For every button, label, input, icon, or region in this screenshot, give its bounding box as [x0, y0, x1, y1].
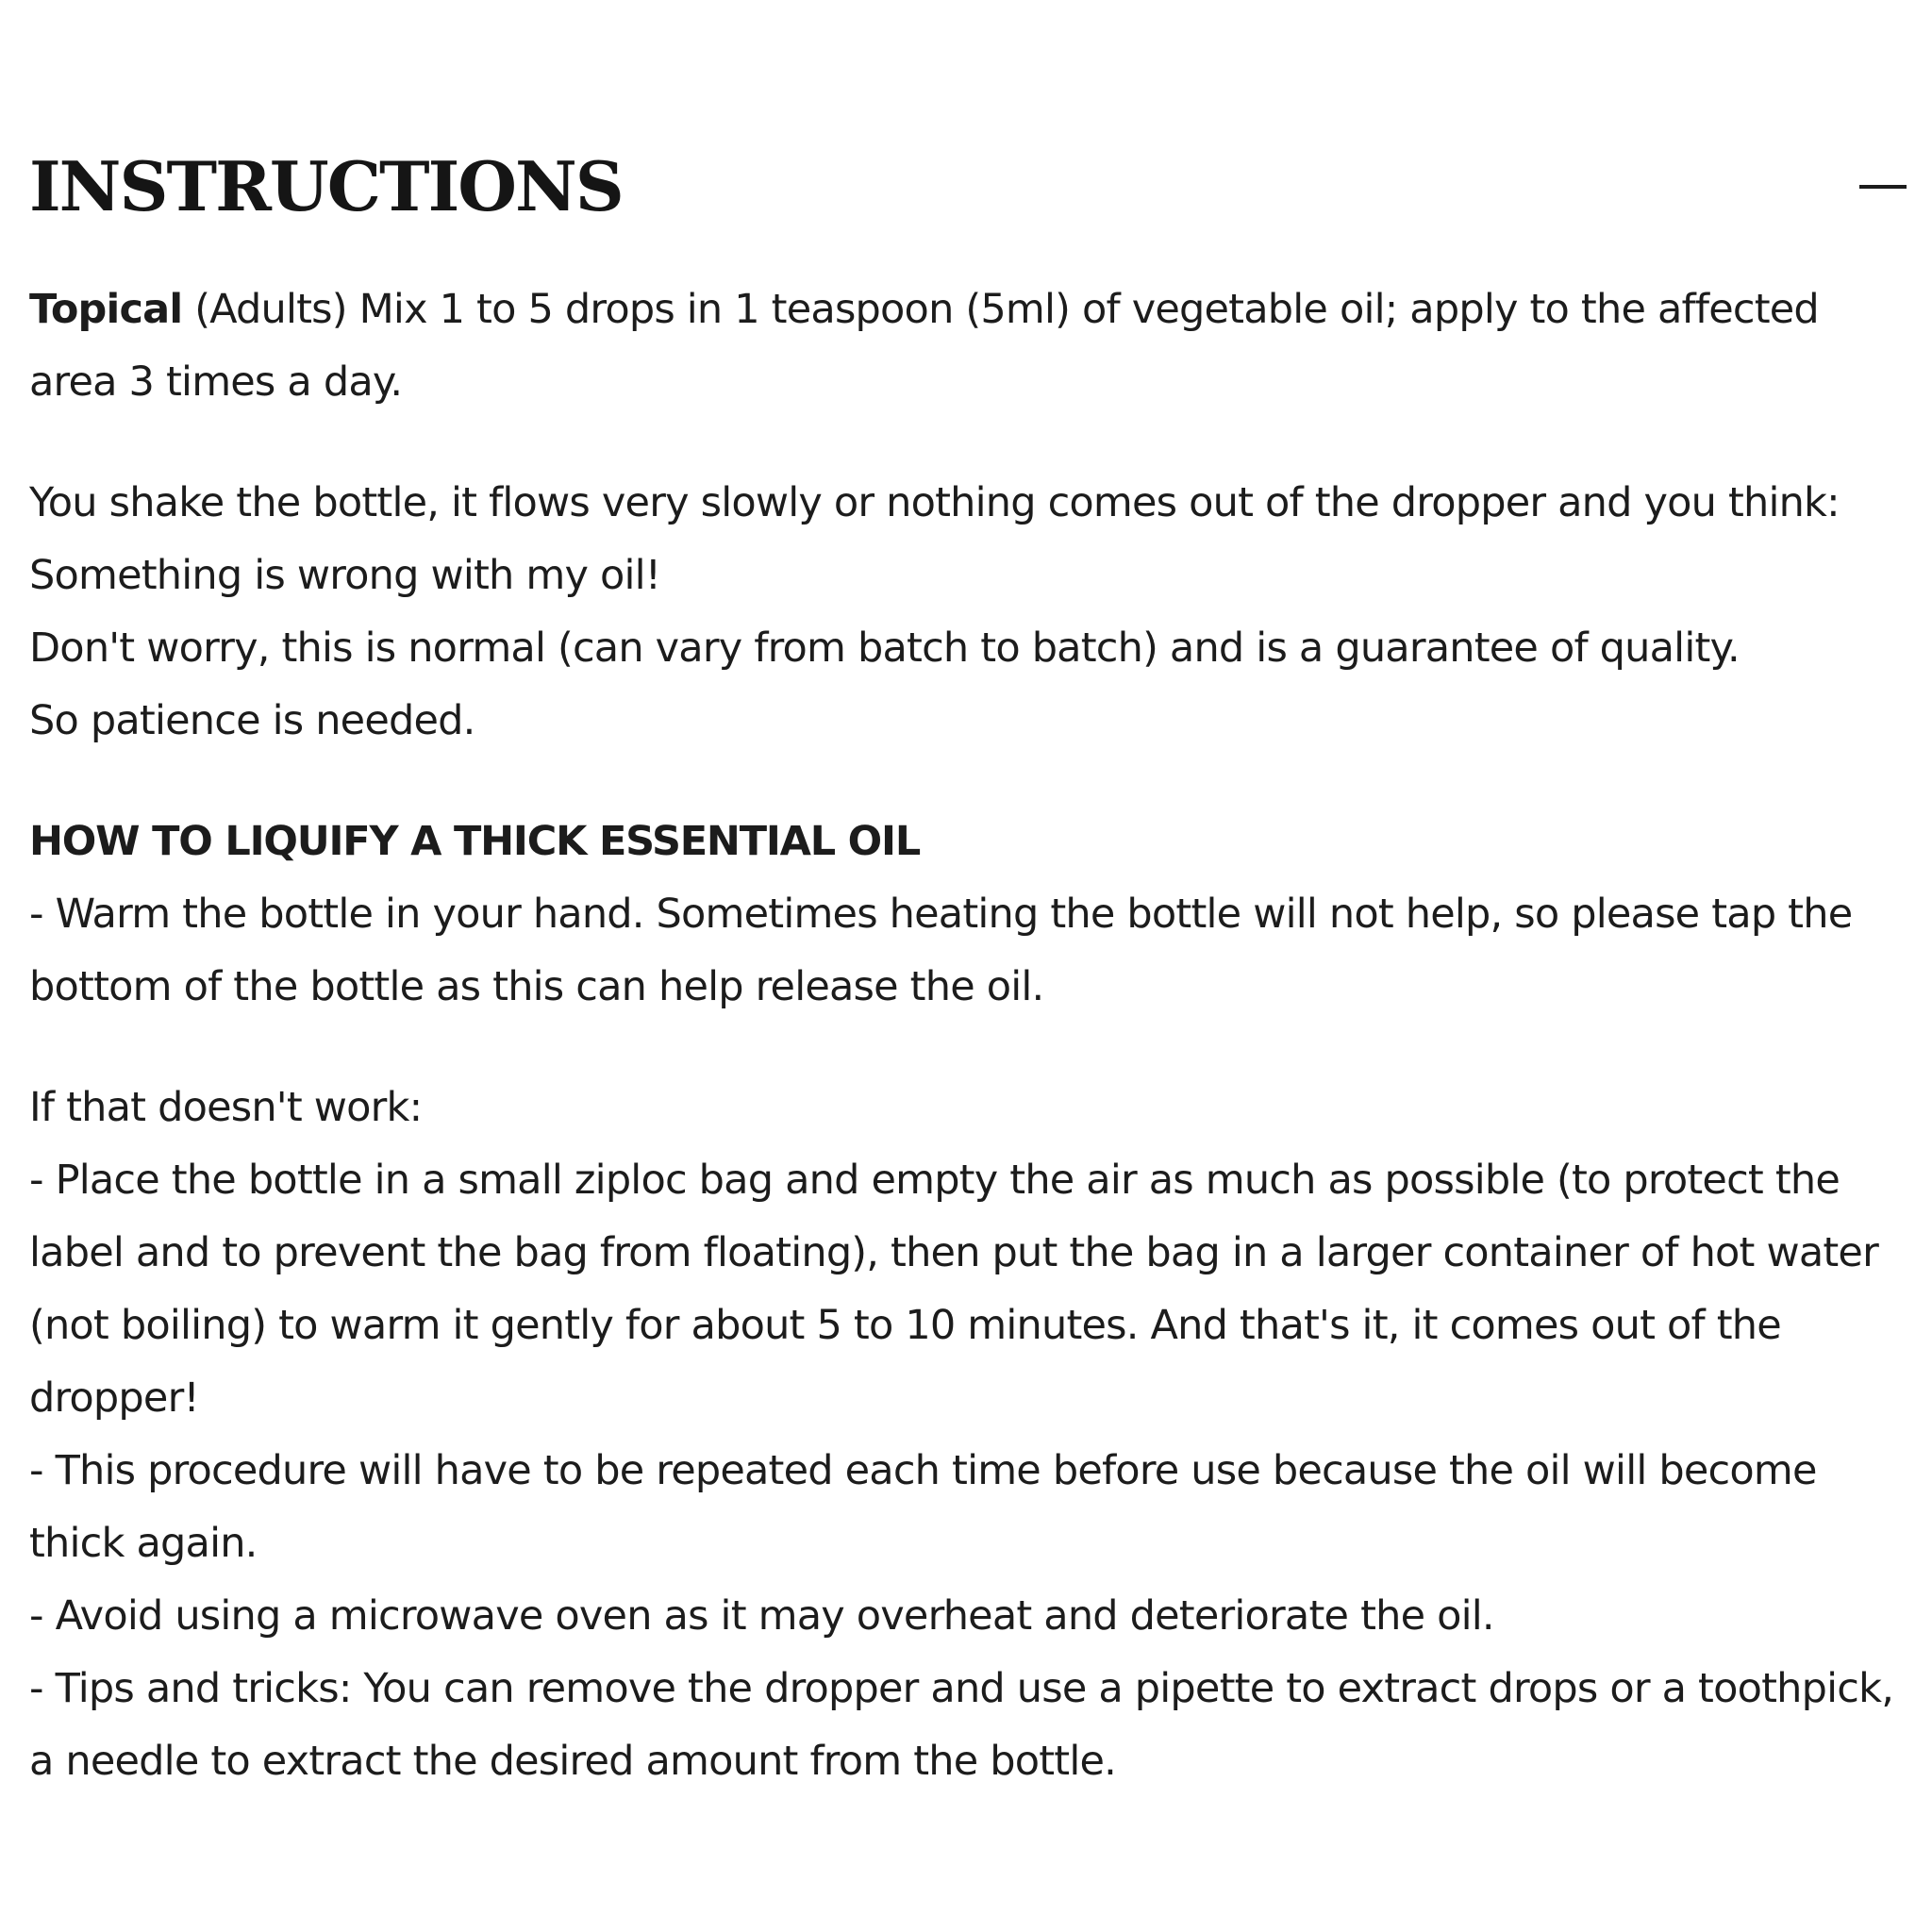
step-item: - Avoid using a microwave oven as it may overheat and deteriorate the oil.	[29, 1592, 1494, 1640]
shake-paragraph-2: Don't worry, this is normal (can vary from batch to batch) and is a guarantee of quality.	[29, 625, 1740, 672]
liquify-subheading: HOW TO LIQUIFY A THICK ESSENTIAL OIL	[29, 818, 921, 865]
section-title: INSTRUCTIONS	[29, 146, 623, 226]
instructions-accordion	[29, 123, 1907, 1798]
step-item: - This procedure will have to be repeated each time before use because the oil will become thick again.	[29, 1447, 1817, 1567]
step-item: - Tips and tricks: You can remove the dropper and use a pipette to extract drops or a toothpick, a needle to extract the desired amount from the bottle.	[29, 1665, 1894, 1785]
topical-paragraph	[29, 274, 1907, 419]
topical-text: (Adults) Mix 1 to 5 drops in 1 teaspoon (5ml) of vegetable oil; apply to the affected area 3 times a day.	[29, 286, 1819, 406]
shake-paragraph-3: So patience is needed.	[29, 697, 475, 744]
warm-tip: - Warm the bottle in your hand. Sometimes heating the bottle will not help, so please tap the bottom of the bottle as this can help release the oil.	[29, 891, 1853, 1010]
shake-paragraph-1: You shake the bottle, it flows very slowly or nothing comes out of the dropper and you think: Something is wrong with my oil!	[29, 479, 1840, 599]
fallback-intro: If that doesn't work:	[29, 1084, 423, 1131]
topical-label: Topical	[29, 286, 183, 333]
accordion-content	[29, 245, 1907, 1798]
accordion-header[interactable]	[29, 123, 1907, 245]
minus-icon[interactable]	[1859, 185, 1907, 189]
step-item: - Place the bottle in a small ziploc bag and empty the air as much as possible (to protect the label and to prevent the bag from floating), then put the bag in a larger container of hot water (not boiling) to warm it gently for about 5 to 10 minutes. And that's it, it comes out of the dropper!	[29, 1157, 1878, 1422]
